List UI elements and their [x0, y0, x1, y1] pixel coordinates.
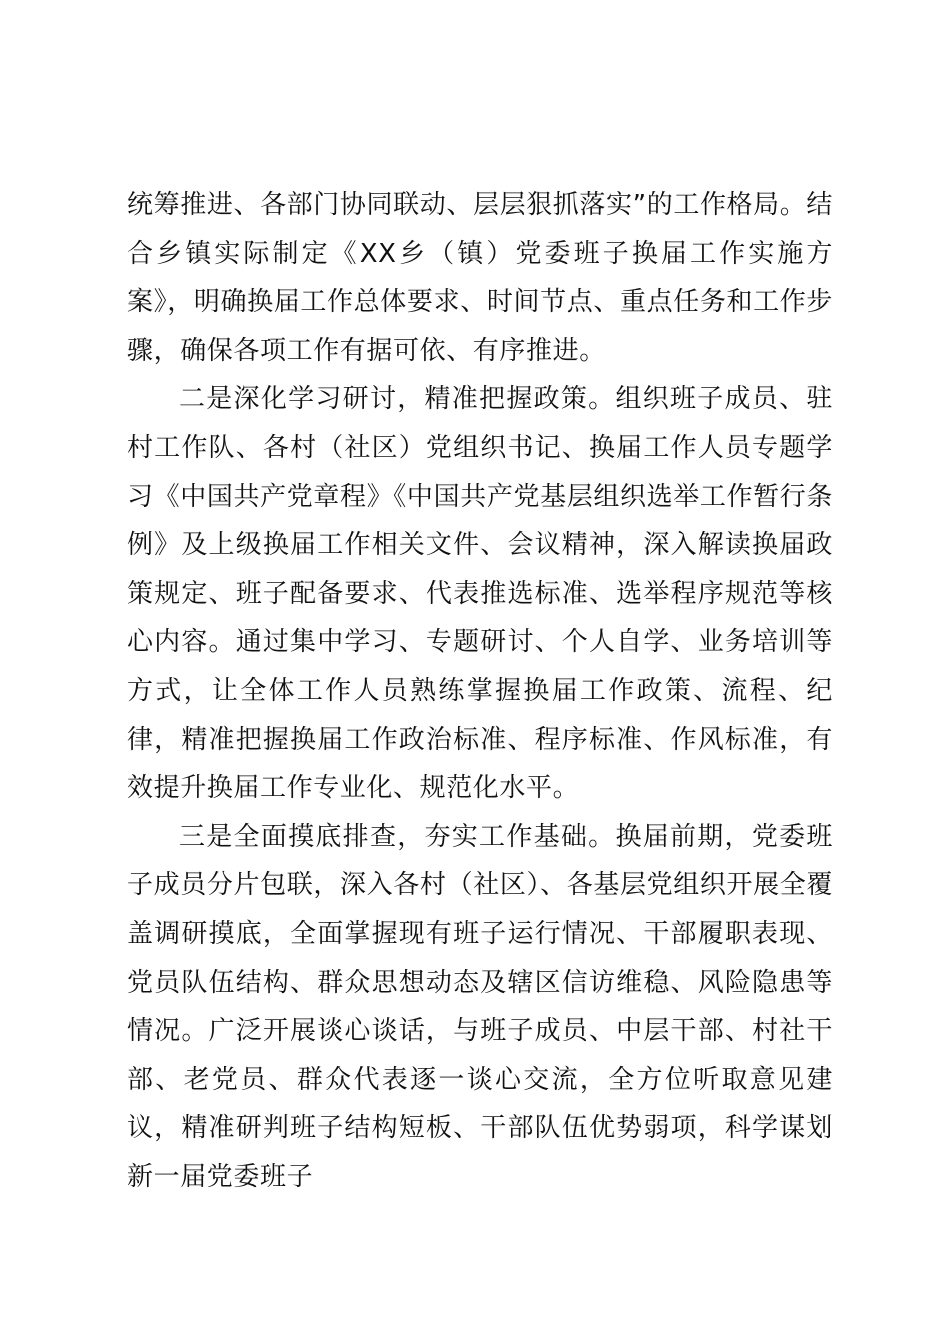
document-body [127, 181, 833, 1201]
paragraph-continuation: 统筹推进、各部门协同联动、层层狠抓落实”的工作格局。结合乡镇实际制定《XX乡（镇）党委班子换届工作实施方案》，明确换届工作总体要求、时间节点、重点任务和工作步骤，确保各项工作有据可依、有序推进。 [127, 190, 833, 366]
paragraph-survey-foundation: 三是全面摸底排查，夯实工作基础。换届前期，党委班子成员分片包联，深入各村（社区）、各基层党组织开展全覆盖调研摸底，全面掌握现有班子运行情况、干部履职表现、党员队伍结构、群众思想动态及辖区信访维稳、风险隐患等情况。广泛开展谈心谈话，与班子成员、中层干部、村社干部、老党员、群众代表逐一谈心交流，全方位听取意见建议，精准研判班子结构短板、干部队伍优势弱项，科学谋划新一届党委班子 [127, 821, 833, 1192]
paragraph-study-policy: 二是深化学习研讨，精准把握政策。组织班子成员、驻村工作队、各村（社区）党组织书记、换届工作人员专题学习《中国共产党章程》《中国共产党基层组织选举工作暂行条例》及上级换届工作相关文件、会议精神，深入解读换届政策规定、班子配备要求、代表推选标准、选举程序规范等核心内容。通过集中学习、专题研讨、个人自学、业务培训等方式，让全体工作人员熟练掌握换届工作政策、流程、纪律，精准把握换届工作政治标准、程序标准、作风标准，有效提升换届工作专业化、规范化水平。 [127, 384, 833, 804]
